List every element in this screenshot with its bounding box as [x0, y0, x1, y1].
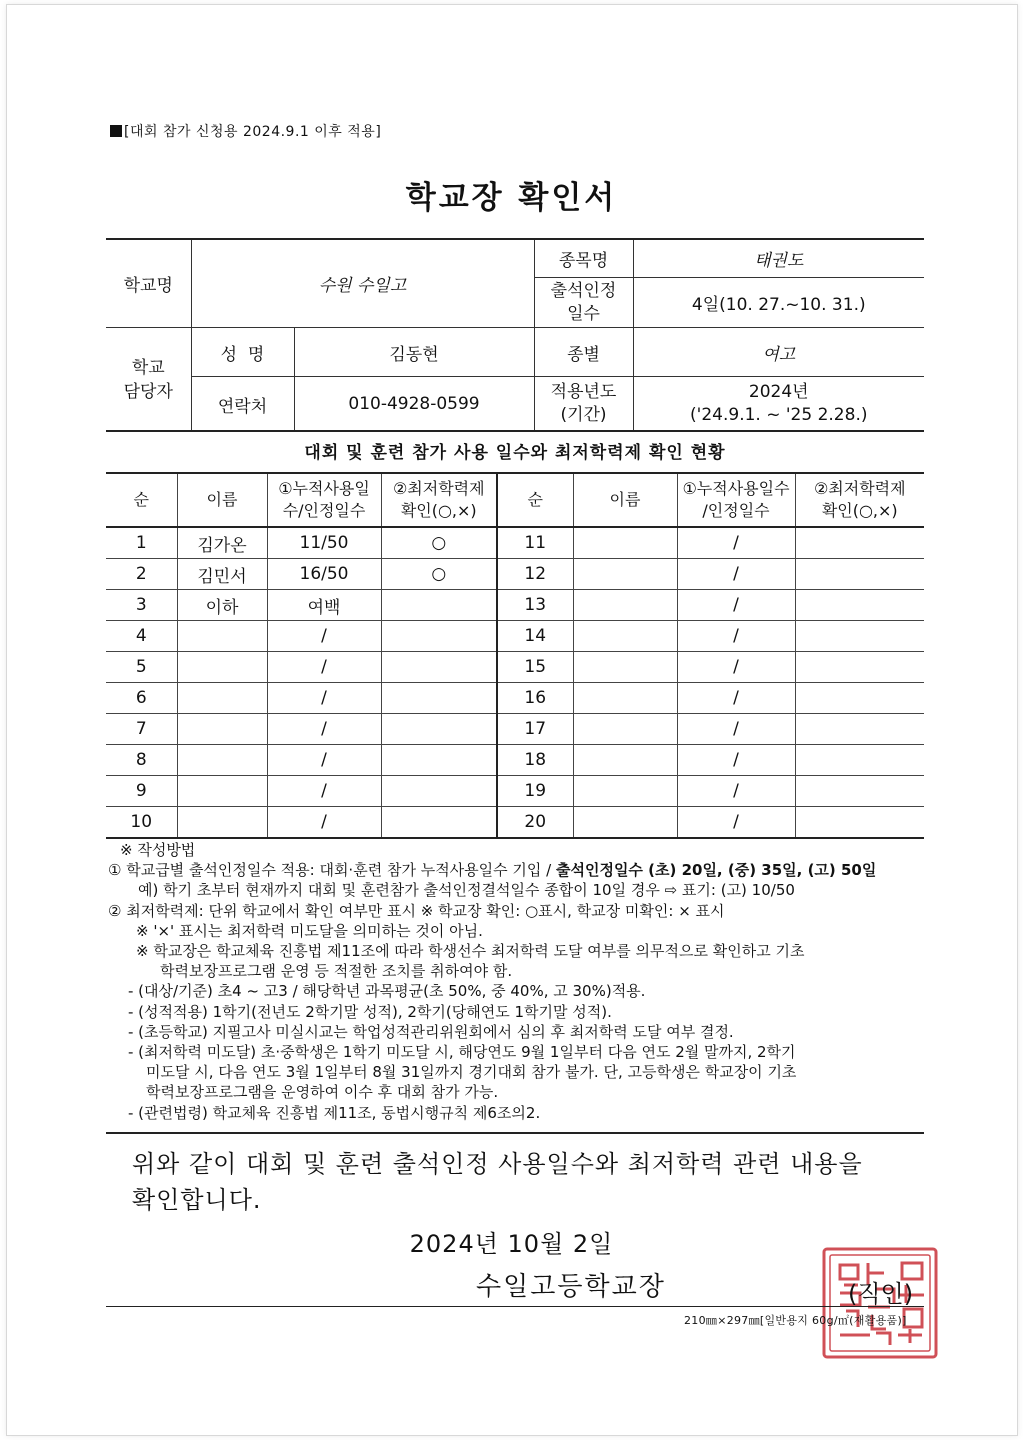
row-name: 이하 — [177, 590, 267, 621]
note-1-bold: 출석인정일수 (초) 20일, (중) 35일, (고) 50일 — [555, 861, 877, 880]
row-check-2 — [795, 683, 924, 714]
row-days: / — [267, 807, 381, 839]
name-value: 김동현 — [294, 328, 534, 377]
row-days: / — [267, 776, 381, 807]
type-label: 종별 — [534, 328, 633, 377]
row-num-2: 18 — [497, 745, 573, 776]
row-name — [177, 621, 267, 652]
detail-below-min: - (최저학력 미도달) 초·중학생은 1학기 미도달 시, 해당연도 9월 1일부터 다음 연도 2월 말까지, 2학기 — [128, 1043, 796, 1062]
attend-label — [534, 278, 633, 328]
detail-below-min-cont1: 미도달 시, 다음 연도 3월 1일부터 8월 31일까지 경기대회 참가 불가. 단, 고등학생은 학교장이 기초 — [146, 1063, 797, 1082]
col-name-2: 이름 — [573, 473, 677, 527]
row-num: 10 — [106, 807, 177, 839]
col-name: 이름 — [177, 473, 267, 527]
row-days-2: / — [677, 559, 795, 590]
row-days: 16/50 — [267, 559, 381, 590]
table-row — [106, 807, 924, 839]
year-label-line2: (기간) — [560, 405, 607, 425]
summary-title: 대회 및 훈련 참가 사용 일수와 최저학력제 확인 현황 — [106, 430, 924, 474]
row-check-2 — [795, 807, 924, 839]
col-min-check-2-line1: ②최저학력제 — [813, 479, 906, 498]
row-num-2: 13 — [497, 590, 573, 621]
row-name — [177, 776, 267, 807]
divider-top — [106, 1132, 924, 1134]
type-value: 여고 — [633, 328, 924, 377]
detail-target: - (대상/기준) 초4 ~ 고3 / 해당학년 과목평균(초 50%, 중 40%, 고 30%)적용. — [128, 982, 646, 1001]
row-name — [177, 714, 267, 745]
row-num: 3 — [106, 590, 177, 621]
table-row — [106, 590, 924, 621]
row-days: / — [267, 745, 381, 776]
year-label — [534, 377, 633, 432]
row-num: 2 — [106, 559, 177, 590]
issue-date: 2024년 10월 2일 — [409, 1230, 614, 1258]
confirmation-line2: 확인합니다. — [132, 1186, 262, 1214]
manager-label-line1: 학교 — [131, 357, 165, 378]
year-value-line1: 2024년 — [748, 382, 809, 402]
col-min-check-line1: ②최저학력제 — [392, 479, 485, 498]
row-num-2: 11 — [497, 527, 573, 559]
year-value-line2: ('24.9.1. ~ '25 2.28.) — [690, 405, 868, 425]
contact-value: 010-4928-0599 — [294, 377, 534, 432]
year-label-line1: 적용년도 — [550, 382, 617, 402]
col-min-check-2 — [795, 473, 924, 527]
row-days-2: / — [677, 807, 795, 839]
row-check-2 — [795, 527, 924, 559]
info-table — [106, 238, 924, 432]
row-name-2 — [573, 683, 677, 714]
col-min-check-2-line2: 확인(○,×) — [821, 501, 898, 520]
row-days: / — [267, 683, 381, 714]
square-bullet-icon — [110, 125, 122, 137]
paper-spec: 210㎜×297㎜[일반용지 60g/㎡(재활용품)] — [684, 1314, 907, 1327]
table-row — [106, 683, 924, 714]
row-num: 7 — [106, 714, 177, 745]
row-days-2: / — [677, 714, 795, 745]
row-days-2: / — [677, 621, 795, 652]
table-row — [106, 652, 924, 683]
row-check: ○ — [381, 559, 497, 590]
row-check-2 — [795, 652, 924, 683]
row-check — [381, 621, 497, 652]
attend-label-line1: 출석인정 — [550, 280, 617, 301]
row-num-2: 19 — [497, 776, 573, 807]
name-label: 성 명 — [191, 328, 294, 377]
school-value: 수원 수일고 — [191, 239, 534, 328]
row-days: 11/50 — [267, 527, 381, 559]
instructions — [108, 840, 926, 1123]
manager-label-line2: 담당자 — [123, 381, 173, 402]
row-days-2: / — [677, 776, 795, 807]
note-2: ② 최저학력제: 단위 학교에서 확인 여부만 표시 ※ 학교장 확인: ○표시, 학교장 미확인: × 표시 — [108, 901, 725, 920]
row-days-2: / — [677, 590, 795, 621]
row-check — [381, 683, 497, 714]
note-2-sub2: ※ 학교장은 학교체육 진흥법 제11조에 따라 학생선수 최저학력 도달 여부를 의무적으로 확인하고 기초 — [136, 942, 805, 961]
table-row — [106, 559, 924, 590]
col-min-check — [381, 473, 497, 527]
header-note — [110, 121, 381, 141]
row-days: / — [267, 621, 381, 652]
row-check — [381, 714, 497, 745]
row-name-2 — [573, 807, 677, 839]
col-cum-days-line2: 수/인정일수 — [282, 501, 366, 520]
header-note-text: [대회 참가 신청용 2024.9.1 이후 적용] — [124, 124, 382, 140]
seal-label: (직인) — [848, 1280, 914, 1308]
row-check-2 — [795, 714, 924, 745]
row-num-2: 20 — [497, 807, 573, 839]
row-num: 9 — [106, 776, 177, 807]
row-days: 여백 — [267, 590, 381, 621]
col-cum-days-2-line1: ①누적사용일수 — [682, 479, 790, 498]
row-name-2 — [573, 714, 677, 745]
row-name-2 — [573, 559, 677, 590]
note-2-sub2-cont: 학력보장프로그램 운영 등 적절한 조치를 취하여야 함. — [160, 962, 513, 981]
row-check: ○ — [381, 527, 497, 559]
detail-law: - (관련법령) 학교체육 진흥법 제11조, 동법시행규칙 제6조의2. — [128, 1103, 541, 1122]
row-check-2 — [795, 590, 924, 621]
row-name — [177, 807, 267, 839]
row-check — [381, 776, 497, 807]
row-num: 1 — [106, 527, 177, 559]
table-row — [106, 714, 924, 745]
table-row — [106, 776, 924, 807]
attend-label-line2: 일수 — [567, 303, 600, 324]
table-row — [106, 745, 924, 776]
row-name — [177, 652, 267, 683]
contact-label: 연락처 — [191, 377, 294, 432]
row-name-2 — [573, 745, 677, 776]
col-cum-days-2-line2: /인정일수 — [702, 501, 770, 520]
manager-label — [106, 328, 191, 432]
athlete-table — [106, 472, 924, 839]
detail-below-min-cont2: 학력보장프로그램을 운영하여 이수 후 대회 참가 가능. — [146, 1083, 499, 1102]
confirmation-text — [132, 1146, 922, 1218]
row-days: / — [267, 714, 381, 745]
principal-title: 수일고등학교장 — [476, 1272, 666, 1302]
row-name: 김민서 — [177, 559, 267, 590]
col-cum-days — [267, 473, 381, 527]
row-num: 4 — [106, 621, 177, 652]
notes-heading: ※ 작성방법 — [120, 841, 196, 859]
row-check — [381, 745, 497, 776]
document-title: 학교장 확인서 — [405, 180, 618, 216]
row-num: 5 — [106, 652, 177, 683]
row-name — [177, 683, 267, 714]
note-1-text: ① 학교급별 출석인정일수 적용: 대회·훈련 참가 누적사용일수 기입 / — [108, 861, 556, 880]
detail-elementary: - (초등학교) 지필고사 미실시교는 학업성적관리위원회에서 심의 후 최저학력 도달 여부 결정. — [128, 1022, 734, 1041]
col-cum-days-2 — [677, 473, 795, 527]
row-name-2 — [573, 652, 677, 683]
table-row — [106, 621, 924, 652]
row-check-2 — [795, 776, 924, 807]
note-2-sub1: ※ '×' 표시는 최저학력 미도달을 의미하는 것이 아님. — [136, 921, 483, 940]
row-num-2: 16 — [497, 683, 573, 714]
table-row — [106, 527, 924, 559]
row-check — [381, 652, 497, 683]
row-num-2: 15 — [497, 652, 573, 683]
school-label: 학교명 — [106, 239, 191, 328]
divider-bottom — [106, 1306, 924, 1307]
row-name-2 — [573, 527, 677, 559]
row-num-2: 12 — [497, 559, 573, 590]
row-days-2: / — [677, 745, 795, 776]
row-num: 6 — [106, 683, 177, 714]
col-cum-days-line1: ①누적사용일 — [278, 479, 370, 498]
row-check — [381, 590, 497, 621]
sport-label: 종목명 — [534, 239, 633, 278]
row-days: / — [267, 652, 381, 683]
sport-value: 태권도 — [633, 239, 924, 278]
confirmation-line1: 위와 같이 대회 및 훈련 출석인정 사용일수와 최저학력 관련 내용을 — [132, 1150, 863, 1178]
row-check-2 — [795, 621, 924, 652]
row-num: 8 — [106, 745, 177, 776]
year-value — [633, 377, 924, 432]
attend-value: 4일(10. 27.~10. 31.) — [633, 278, 924, 328]
row-days-2: / — [677, 527, 795, 559]
row-name-2 — [573, 621, 677, 652]
row-num-2: 14 — [497, 621, 573, 652]
row-check-2 — [795, 559, 924, 590]
row-days-2: / — [677, 683, 795, 714]
detail-grades: - (성적적용) 1학기(전년도 2학기말 성적), 2학기(당해연도 1학기말 성적). — [128, 1002, 612, 1021]
row-name-2 — [573, 776, 677, 807]
col-min-check-line2: 확인(○,×) — [400, 501, 477, 520]
row-num-2: 17 — [497, 714, 573, 745]
row-name-2 — [573, 590, 677, 621]
row-name — [177, 745, 267, 776]
note-1 — [108, 860, 926, 880]
col-num: 순 — [106, 473, 177, 527]
row-name: 김가온 — [177, 527, 267, 559]
row-check — [381, 807, 497, 839]
col-num-2: 순 — [497, 473, 573, 527]
row-check-2 — [795, 745, 924, 776]
note-1-example: 예) 학기 초부터 현재까지 대회 및 훈련참가 출석인정결석일수 종합이 10일 경우 ⇨ 표기: (고) 10/50 — [138, 881, 795, 900]
row-days-2: / — [677, 652, 795, 683]
